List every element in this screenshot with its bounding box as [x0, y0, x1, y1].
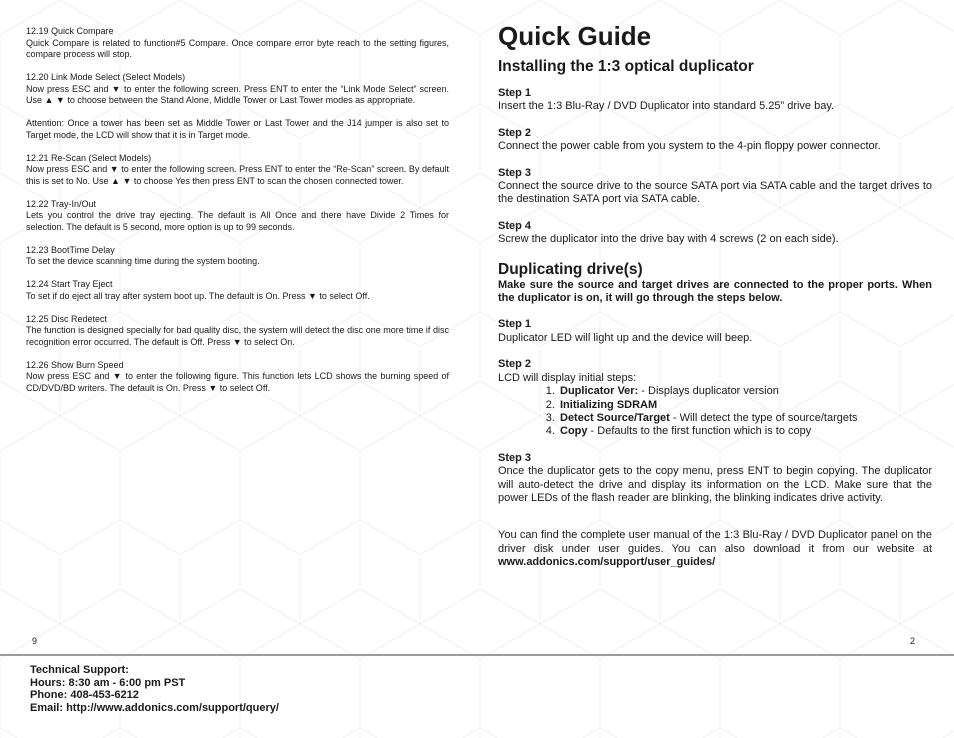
- section-body: Now press ESC and ▼ to enter the following screen. Press ENT to enter the “Re-Scan” screen. By default this is set to No. Use ▲ ▼ to choose Yes then press ENT to scan the chosen connected tower.: [26, 164, 449, 186]
- list-item: [558, 385, 932, 398]
- lcd-steps-list: [498, 385, 932, 439]
- manual-section: [26, 153, 449, 188]
- section-body: Lets you control the drive tray ejecting. The default is All Once and there have Divide 2 Times for selection. The default is 5 second, more option is up to 99 seconds.: [26, 210, 449, 232]
- section-heading: 12.22 Tray-In/Out: [26, 198, 97, 209]
- page-number-left: 9: [32, 636, 38, 646]
- manual-section: [26, 279, 449, 302]
- page-title: Quick Guide: [498, 21, 652, 51]
- install-step-4: [498, 220, 932, 247]
- install-step-3: [498, 167, 932, 207]
- install-step-2: [498, 127, 932, 154]
- divider-line: [0, 654, 954, 656]
- list-item-desc: - Will detect the type of source/targets: [669, 411, 858, 424]
- manual-section: [26, 26, 449, 61]
- list-item-term: Copy: [560, 425, 588, 438]
- section-body: To set if do eject all tray after system boot up. The default is On. Press ▼ to select Off.: [26, 290, 370, 301]
- dup-step-3: [498, 452, 932, 506]
- dup-step-1: [498, 318, 932, 345]
- list-item: [558, 399, 932, 412]
- step-label: Step 2: [498, 358, 532, 371]
- section-body: To set the device scanning time during the system booting.: [26, 256, 260, 267]
- list-item-desc: - Defaults to the first function which is to copy: [587, 425, 812, 438]
- manual-section: [26, 72, 449, 107]
- list-item-desc: - Displays duplicator version: [638, 385, 779, 398]
- list-item: [558, 412, 932, 425]
- manual-section: [26, 245, 449, 268]
- manual-note: [498, 529, 932, 569]
- section-body: The function is designed specially for bad quality disc, the system will detect the disc one more time if disc recognition error occurred. The default is Off. Press ▼ to select On.: [26, 325, 449, 347]
- section-heading: 12.19 Quick Compare: [26, 26, 114, 36]
- manual-section: [26, 199, 449, 234]
- step-label: Step 2: [498, 126, 532, 139]
- manual-url: www.addonics.com/support/user_guides/: [498, 556, 716, 569]
- install-heading: Installing the 1:3 optical duplicator: [498, 58, 754, 75]
- step-label: Step 1: [498, 87, 532, 99]
- technical-support-block: [30, 664, 279, 714]
- step-text: Insert the 1:3 Blu-Ray / DVD Duplicator into standard 5.25” drive bay.: [498, 100, 835, 113]
- section-heading: 12.21 Re-Scan (Select Models): [26, 152, 152, 163]
- step-text: LCD will display initial steps:: [498, 371, 637, 384]
- manual-section: [26, 118, 449, 141]
- section-body: Quick Compare is related to function#5 Compare. Once compare error byte reach to the setting figures, compare process will stop.: [26, 37, 449, 60]
- manual-section: [26, 360, 449, 395]
- section-body: Attention: Once a tower has been set as Middle Tower or Last Tower and the J14 jumper is also set to Target mode, the LCD will show that it is in Target mode.: [26, 118, 449, 140]
- support-title: Technical Support:: [30, 664, 129, 676]
- support-hours: Hours: 8:30 am - 6:00 pm PST: [30, 676, 186, 689]
- step-text: Connect the source drive to the source SATA port via SATA cable and the target drives to the destination SATA port via SATA cable.: [498, 180, 932, 206]
- left-page: [26, 26, 449, 406]
- install-step-1: [498, 87, 932, 114]
- step-label: Step 1: [498, 318, 532, 331]
- step-text: Once the duplicator gets to the copy menu, press ENT to begin copying. The duplicator will auto-detect the drive and display its information on the LCD. Make sure that the power LEDs of the flash reader are blinking, the blinking indicates drive activity.: [498, 465, 932, 504]
- section-heading: 12.26 Show Burn Speed: [26, 359, 124, 370]
- install-steps: [498, 87, 932, 247]
- page-number-right: 2: [910, 636, 916, 646]
- dup-step-2: [498, 358, 932, 438]
- section-body: Now press ESC and ▼ to enter the following figure. This function lets LCD shows the burning speed of CD/DVD/BD writers. The default is On. Press ▼ to select Off.: [26, 371, 449, 394]
- support-phone: Phone: 408-453-6212: [30, 689, 139, 702]
- support-email: Email: http://www.addonics.com/support/query/: [30, 701, 279, 714]
- list-item-term: Duplicator Ver:: [560, 385, 639, 398]
- duplicating-heading: Duplicating drive(s): [498, 260, 643, 278]
- step-label: Step 4: [498, 219, 532, 232]
- list-item-term: Initializing SDRAM: [560, 398, 658, 411]
- step-label: Step 3: [498, 166, 532, 179]
- section-heading: 12.23 BootTime Delay: [26, 244, 115, 255]
- list-item: [558, 425, 932, 438]
- step-text: Duplicator LED will light up and the device will beep.: [498, 331, 753, 344]
- manual-note-text: You can find the complete user manual of the 1:3 Blu-Ray / DVD Duplicator panel on the driver disk under user guides. You can also download it from our website at: [498, 529, 932, 555]
- section-heading: 12.20 Link Mode Select (Select Models): [26, 72, 186, 83]
- step-text: Connect the power cable from you system to the 4-pin floppy power connector.: [498, 140, 881, 153]
- duplicating-intro: Make sure the source and target drives are connected to the proper ports. When the duplicator is on, it will go through the steps below.: [498, 278, 932, 305]
- right-page: [498, 20, 932, 570]
- section-heading: 12.25 Disc Redetect: [26, 313, 108, 324]
- step-text: Screw the duplicator into the drive bay with 4 screws (2 on each side).: [498, 233, 839, 246]
- section-heading: 12.24 Start Tray Eject: [26, 279, 113, 290]
- section-body: Now press ESC and ▼ to enter the following screen. Press ENT to enter the “Link Mode Select” screen. Use ▲ ▼ to choose between the Stand Alone, Middle Tower or Last Tower modes as appropriate.: [26, 83, 449, 106]
- list-item-term: Detect Source/Target: [560, 411, 670, 424]
- step-label: Step 3: [498, 451, 532, 464]
- manual-section: [26, 314, 449, 349]
